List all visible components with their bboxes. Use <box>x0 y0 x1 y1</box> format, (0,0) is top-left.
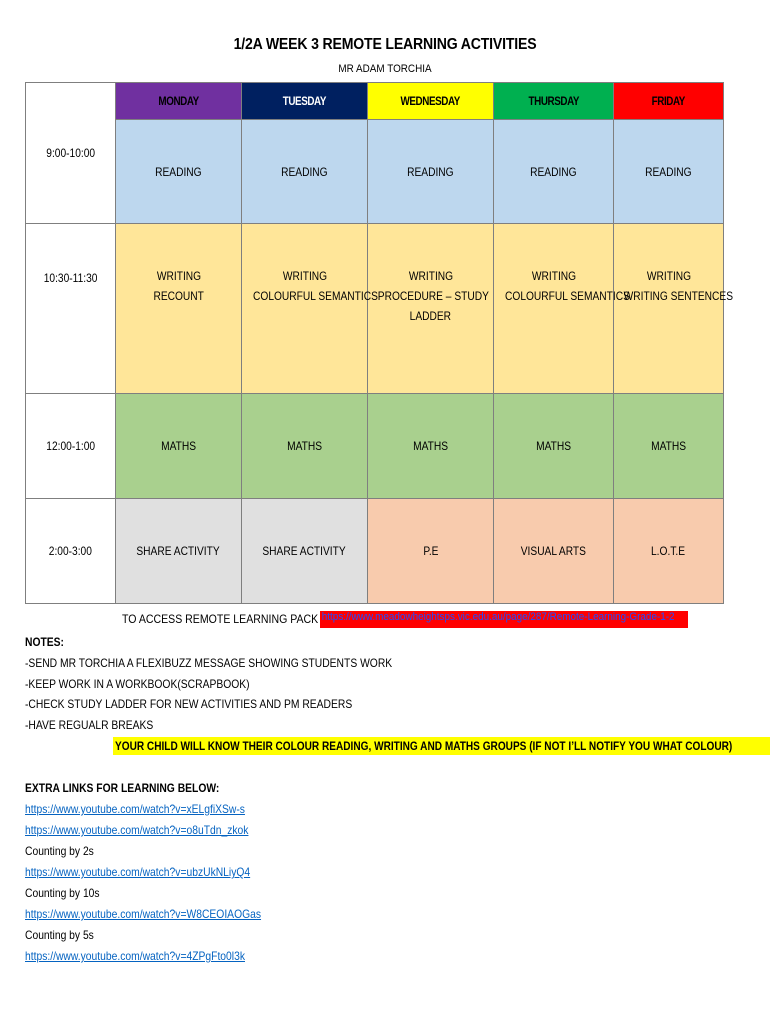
notes-section <box>25 632 452 736</box>
extra-links-section <box>25 778 299 967</box>
time-slot-3: 12:00-1:00 <box>26 394 116 499</box>
cell-friday-writing: WRITING WRITING SENTENCES <box>614 224 724 394</box>
time-slot-2: 10:30-11:30 <box>26 224 116 394</box>
cell-tuesday-reading: READING <box>242 120 368 224</box>
cell-friday-lote: L.O.T.E <box>614 499 724 604</box>
cell-tuesday-maths: MATHS <box>242 394 368 499</box>
time-slot-4: 2:00-3:00 <box>26 499 116 604</box>
cell-monday-writing: WRITING RECOUNT <box>116 224 242 394</box>
cell-thursday-visual-arts: VISUAL ARTS <box>494 499 614 604</box>
day-header-tuesday: TUESDAY <box>242 83 368 120</box>
counting-label: Counting by 10s <box>25 886 100 900</box>
cell-wednesday-writing: WRITING PROCEDURE – STUDY LADDER <box>368 224 494 394</box>
cell-thursday-writing: WRITING COLOURFUL SEMANTICS <box>494 224 614 394</box>
cell-wednesday-maths: MATHS <box>368 394 494 499</box>
colour-groups-notice: YOUR CHILD WILL KNOW THEIR COLOUR READING, WRITING AND MATHS GROUPS (IF NOT I’LL NOTIFY YOU WHAT COLOUR) <box>113 737 770 755</box>
cell-wednesday-reading: READING <box>368 120 494 224</box>
youtube-link-5[interactable]: https://www.youtube.com/watch?v=4ZPgFto0l3k <box>25 949 245 963</box>
youtube-link-2[interactable]: https://www.youtube.com/watch?v=o8uTdn_zkok <box>25 823 249 837</box>
page-title: 1/2A WEEK 3 REMOTE LEARNING ACTIVITIES <box>233 36 537 53</box>
cell-tuesday-writing: WRITING COLOURFUL SEMANTICS <box>242 224 368 394</box>
cell-monday-share-activity: SHARE ACTIVITY <box>116 499 242 604</box>
counting-label: Counting by 2s <box>25 844 94 858</box>
timetable <box>25 82 734 604</box>
counting-label: Counting by 5s <box>25 928 94 942</box>
cell-tuesday-share-activity: SHARE ACTIVITY <box>242 499 368 604</box>
table-row <box>26 120 724 224</box>
time-column-header <box>26 83 116 224</box>
cell-friday-reading: READING <box>614 120 724 224</box>
cell-thursday-maths: MATHS <box>494 394 614 499</box>
note-item: -CHECK STUDY LADDER FOR NEW ACTIVITIES AND PM READERS <box>25 697 353 712</box>
note-item: -HAVE REGUALR BREAKS <box>25 718 154 733</box>
cell-monday-maths: MATHS <box>116 394 242 499</box>
youtube-link-3[interactable]: https://www.youtube.com/watch?v=ubzUkNLiyQ4 <box>25 865 251 879</box>
day-header-monday: MONDAY <box>116 83 242 120</box>
day-header-wednesday: WEDNESDAY <box>368 83 494 120</box>
day-header-friday: FRIDAY <box>614 83 724 120</box>
cell-wednesday-pe: P.E <box>368 499 494 604</box>
cell-thursday-reading: READING <box>494 120 614 224</box>
access-label: TO ACCESS REMOTE LEARNING PACK <box>122 612 319 626</box>
remote-learning-pack-link[interactable]: https://www.meadowheightsps.vic.edu.au/page/287/Remote-Learning-Grade-1-2 <box>320 611 688 628</box>
table-row <box>26 394 724 499</box>
note-item: -SEND MR TORCHIA A FLEXIBUZZ MESSAGE SHOWING STUDENTS WORK <box>25 655 393 670</box>
time-slot-1: 9:00-10:00 <box>46 146 95 160</box>
cell-friday-maths: MATHS <box>614 394 724 499</box>
day-header-thursday: THURSDAY <box>494 83 614 120</box>
note-item: -KEEP WORK IN A WORKBOOK(SCRAPBOOK) <box>25 676 250 691</box>
day-header-row <box>26 83 724 120</box>
youtube-link-1[interactable]: https://www.youtube.com/watch?v=xELgfiXSw-s <box>25 802 245 816</box>
cell-monday-reading: READING <box>116 120 242 224</box>
notes-heading: NOTES: <box>25 635 64 649</box>
extra-links-heading: EXTRA LINKS FOR LEARNING BELOW: <box>25 781 220 795</box>
table-row <box>26 499 724 604</box>
youtube-link-4[interactable]: https://www.youtube.com/watch?v=W8CEOIAOGas <box>25 907 262 921</box>
table-row <box>26 224 724 394</box>
teacher-name: MR ADAM TORCHIA <box>338 63 432 75</box>
